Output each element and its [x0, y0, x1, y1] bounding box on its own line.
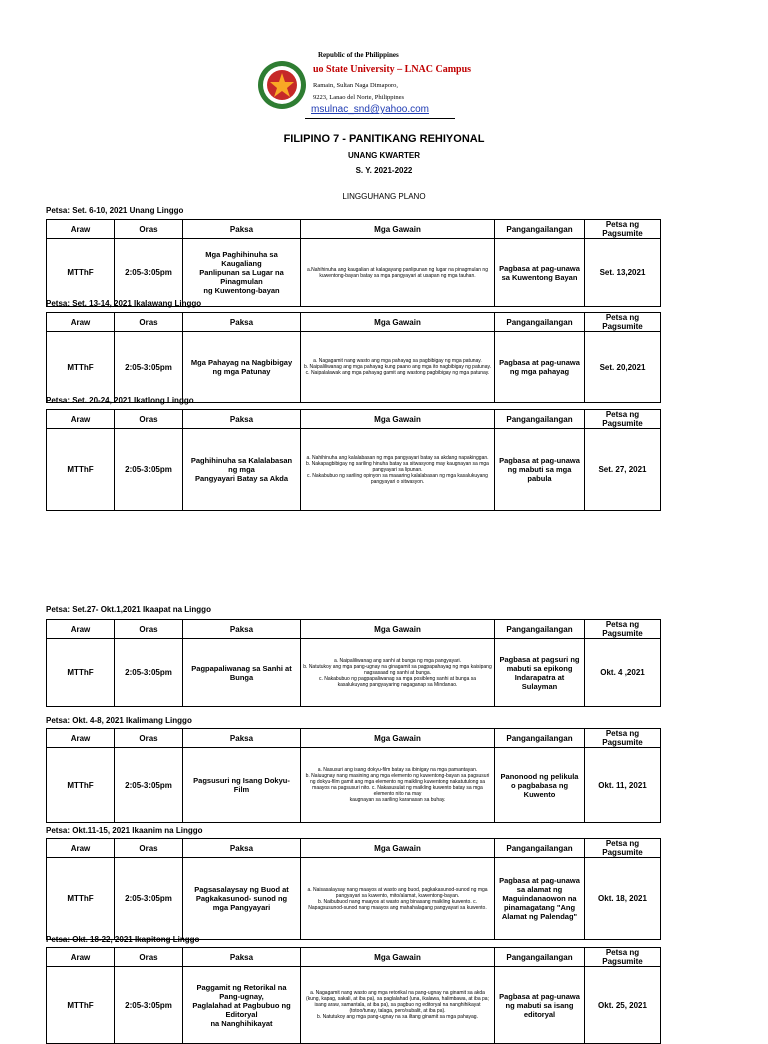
cell-pangangailangan: Pagbasa at pag-unawa sa Kuwentong Bayan: [495, 239, 585, 307]
column-header-araw: Araw: [47, 313, 115, 332]
column-header-petsa: Petsa ng Pagsumite: [585, 620, 661, 639]
table-header-row: [47, 948, 661, 967]
week-plan-table: [46, 219, 661, 307]
column-header-pangangailangan: Pangangailangan: [495, 620, 585, 639]
column-header-araw: Araw: [47, 729, 115, 748]
cell-araw: MTThF: [47, 748, 115, 823]
week-plan-table: [46, 838, 661, 940]
column-header-pangangailangan: Pangangailangan: [495, 313, 585, 332]
table-header-row: [47, 410, 661, 429]
column-header-oras: Oras: [115, 620, 183, 639]
column-header-pangangailangan: Pangangailangan: [495, 220, 585, 239]
cell-araw: MTThF: [47, 858, 115, 940]
cell-oras: 2:05-3:05pm: [115, 858, 183, 940]
table-header-row: [47, 839, 661, 858]
week-date-label: Petsa: Set. 20-24, 2021 Ikatlong Linggo: [46, 396, 194, 405]
column-header-oras: Oras: [115, 948, 183, 967]
cell-pangangailangan: Pagbasa at pag-unawa ng mabuti sa mga pabula: [495, 429, 585, 511]
cell-pangangailangan: Pagbasa at pag-unawa ng mabuti sa isang editoryal: [495, 967, 585, 1044]
column-header-oras: Oras: [115, 729, 183, 748]
column-header-araw: Araw: [47, 410, 115, 429]
cell-gawain: a. Nahihinuha ang kalalabasan ng mga pangyayari batay sa akdang napakinggan. b. Nakapagbibigay ng sariling hinuha batay sa sitwasyong may kaugnayan sa mga pangyayari sa lipunan. c. Nakabubuo ng sariling opinyon sa maaaring kalalabasan ng mga kasalukuyang pangyayari o sitwasyon.: [301, 429, 495, 511]
week-date-label: Petsa: Set. 13-14, 2021 Ikalawang Linggo: [46, 299, 202, 308]
cell-pangangailangan: Panonood ng pelikula o pagbabasa ng Kuwento: [495, 748, 585, 823]
column-header-gawain: Mga Gawain: [301, 948, 495, 967]
cell-petsa: Set. 13,2021: [585, 239, 661, 307]
week-date-label: Petsa: Set.27- Okt.1,2021 Ikaapat na Linggo: [46, 605, 211, 614]
week-date-label: Petsa: Okt. 4-8, 2021 Ikalimang Linggo: [46, 716, 192, 725]
table-row: [47, 429, 661, 511]
column-header-gawain: Mga Gawain: [301, 220, 495, 239]
document-title: FILIPINO 7 - PANITIKANG REHIYONAL: [283, 133, 485, 145]
column-header-pangangailangan: Pangangailangan: [495, 948, 585, 967]
table-row: [47, 858, 661, 940]
cell-gawain: a. Naisasalaysay nang maayos at wasto ang buod, pagkakasunod-sunod ng mga pangyayari sa kuwento, mito/alamat, kuwentong-bayan. b. Naibubuod nang maayos at wasto ang binasang maikling kuwento. c. Napagsusunod-sunod nang maayos ang mahahalagang pangyayari sa kuwento.: [301, 858, 495, 940]
email-link[interactable]: msulnac_snd@yahoo.com: [311, 104, 429, 115]
column-header-paksa: Paksa: [183, 948, 301, 967]
cell-paksa: Mga Paghihinuha sa Kaugaliang Panlipunan sa Lugar na Pinagmulan ng Kuwentong-bayan: [183, 239, 301, 307]
table-header-row: [47, 729, 661, 748]
cell-paksa: Mga Pahayag na Nagbibigay ng mga Patunay: [183, 332, 301, 403]
cell-paksa: Pagpapaliwanag sa Sanhi at Bunga: [183, 639, 301, 707]
cell-gawain: a.Nahihinuha ang kaugalian at kalagayang panlipunan ng lugar na pinagmulan ng kuwentong-bayan batay sa mga pangyayari at usapan ng mga tauhan.: [301, 239, 495, 307]
column-header-araw: Araw: [47, 220, 115, 239]
cell-paksa: Pagsasalaysay ng Buod at Pagkakasunod- sunod ng mga Pangyayari: [183, 858, 301, 940]
column-header-oras: Oras: [115, 220, 183, 239]
column-header-paksa: Paksa: [183, 220, 301, 239]
cell-petsa: Set. 27, 2021: [585, 429, 661, 511]
cell-petsa: Okt. 11, 2021: [585, 748, 661, 823]
header-divider: [305, 118, 455, 119]
week-plan-table: [46, 619, 661, 707]
column-header-paksa: Paksa: [183, 410, 301, 429]
table-header-row: [47, 620, 661, 639]
week-date-label: Petsa: Okt.11-15, 2021 Ikaanim na Linggo: [46, 826, 203, 835]
table-row: [47, 639, 661, 707]
cell-gawain: a. Nagagamit nang wasto ang mga retorikal na pang-ugnay na ginamit sa akda (kung, kapag, sakali, at iba pa), sa paglalahad (una, ikalawa, halimbawa, at iba pa; isang araw, samantala, at iba pa), sa pagbuo ng editoryal na nanghihikayat (totoo/tunay, talaga, pero/subalit, at iba pa). b. Natutukoy ang mga pang-ugnay na sa iltang ginamit sa mga pahayag.: [301, 967, 495, 1044]
cell-gawain: a. Nagagamit nang wasto ang mga pahayag sa pagbibigay ng mga patunay. b. Naipaliliwanag ang mga pahayag kung paano ang mga ito nagbibigay ng patunay. c. Naipalalawak ang mga pahayag gamit ang wastong pagbibigay ng mga patunay.: [301, 332, 495, 403]
campus-name: uo State University – LNAC Campus: [313, 64, 472, 75]
cell-paksa: Paghihinuha sa Kalalabasan ng mga Pangyayari Batay sa Akda: [183, 429, 301, 511]
column-header-paksa: Paksa: [183, 729, 301, 748]
column-header-oras: Oras: [115, 839, 183, 858]
week-date-label: Petsa: Okt. 18-22, 2021 Ikapitong Linggo: [46, 935, 200, 944]
address-line-2: 9223, Lanao del Norte, Philippines: [313, 94, 404, 101]
column-header-araw: Araw: [47, 948, 115, 967]
column-header-pangangailangan: Pangangailangan: [495, 729, 585, 748]
cell-paksa: Paggamit ng Retorikal na Pang-ugnay, Paglalahad at Pagbubuo ng Editoryal na Nanghihikayat: [183, 967, 301, 1044]
week-plan-table: [46, 312, 661, 403]
column-header-petsa: Petsa ng Pagsumite: [585, 313, 661, 332]
column-header-pangangailangan: Pangangailangan: [495, 839, 585, 858]
column-header-gawain: Mga Gawain: [301, 729, 495, 748]
table-row: [47, 239, 661, 307]
week-date-label: Petsa: Set. 6-10, 2021 Unang Linggo: [46, 206, 184, 215]
cell-petsa: Okt. 18, 2021: [585, 858, 661, 940]
column-header-paksa: Paksa: [183, 620, 301, 639]
column-header-paksa: Paksa: [183, 313, 301, 332]
cell-paksa: Pagsusuri ng Isang Dokyu- Film: [183, 748, 301, 823]
column-header-gawain: Mga Gawain: [301, 620, 495, 639]
republic-label: Republic of the Philippines: [318, 51, 399, 59]
plan-label: LINGGUHANG PLANO: [342, 192, 426, 201]
cell-oras: 2:05-3:05pm: [115, 239, 183, 307]
column-header-oras: Oras: [115, 410, 183, 429]
column-header-araw: Araw: [47, 620, 115, 639]
column-header-paksa: Paksa: [183, 839, 301, 858]
address-line-1: Ramain, Sultan Naga Dimaporo,: [313, 82, 399, 89]
column-header-petsa: Petsa ng Pagsumite: [585, 948, 661, 967]
cell-oras: 2:05-3:05pm: [115, 429, 183, 511]
week-plan-table: [46, 728, 661, 823]
column-header-pangangailangan: Pangangailangan: [495, 410, 585, 429]
column-header-oras: Oras: [115, 313, 183, 332]
cell-pangangailangan: Pagbasa at pagsuri ng mabuti sa epikong Indarapatra at Sulayman: [495, 639, 585, 707]
cell-araw: MTThF: [47, 639, 115, 707]
column-header-gawain: Mga Gawain: [301, 313, 495, 332]
cell-oras: 2:05-3:05pm: [115, 748, 183, 823]
school-year-label: S. Y. 2021-2022: [355, 166, 413, 175]
table-row: [47, 332, 661, 403]
cell-petsa: Okt. 4 ,2021: [585, 639, 661, 707]
cell-oras: 2:05-3:05pm: [115, 639, 183, 707]
cell-araw: MTThF: [47, 332, 115, 403]
column-header-petsa: Petsa ng Pagsumite: [585, 729, 661, 748]
document-header: [0, 0, 768, 150]
university-seal-icon: [257, 60, 307, 110]
table-header-row: [47, 220, 661, 239]
cell-pangangailangan: Pagbasa at pag-unawa sa alamat ng Maguindanaowon na pinamagatang "Ang Alamat ng Palendag": [495, 858, 585, 940]
cell-petsa: Set. 20,2021: [585, 332, 661, 403]
column-header-gawain: Mga Gawain: [301, 410, 495, 429]
table-row: [47, 967, 661, 1044]
cell-araw: MTThF: [47, 429, 115, 511]
cell-gawain: a. Nasusuri ang isang dokyu-film batay sa ibinigay na mga pamantayan. b. Naiuugnay nang masining ang mga elemento ng kuwentong-bayan sa pagsusuri ng dokyu-film gamit ang mga elemento ng maikling kuwentong nakatutulong sa maayos na pagsusuri nito. c. Nakasusulat ng maikling kuwento batay sa mga elemento nito na may kaugnayan sa sariling karanasan sa buhay.: [301, 748, 495, 823]
week-plan-table: [46, 409, 661, 511]
cell-gawain: a. Naipaliliwanag ang sanhi at bunga ng mga pangyayari. b. Natutukoy ang mga pang-ugnay na ginagamit sa pagpapahayag ng mga kaisipang nagsasaad ng sanhi at bunga. c. Nakabubuo ng pagpapaliwanag sa mga posibleng sanhi at bunga sa kasalukuyang pangyayaring nagaganap sa Mindanao.: [301, 639, 495, 707]
column-header-araw: Araw: [47, 839, 115, 858]
week-plan-table: [46, 947, 661, 1044]
cell-araw: MTThF: [47, 967, 115, 1044]
column-header-gawain: Mga Gawain: [301, 839, 495, 858]
cell-oras: 2:05-3:05pm: [115, 332, 183, 403]
cell-pangangailangan: Pagbasa at pag-unawa ng mga pahayag: [495, 332, 585, 403]
cell-petsa: Okt. 25, 2021: [585, 967, 661, 1044]
cell-araw: MTThF: [47, 239, 115, 307]
table-row: [47, 748, 661, 823]
column-header-petsa: Petsa ng Pagsumite: [585, 220, 661, 239]
quarter-label: UNANG KWARTER: [348, 151, 420, 160]
column-header-petsa: Petsa ng Pagsumite: [585, 410, 661, 429]
table-header-row: [47, 313, 661, 332]
column-header-petsa: Petsa ng Pagsumite: [585, 839, 661, 858]
cell-oras: 2:05-3:05pm: [115, 967, 183, 1044]
